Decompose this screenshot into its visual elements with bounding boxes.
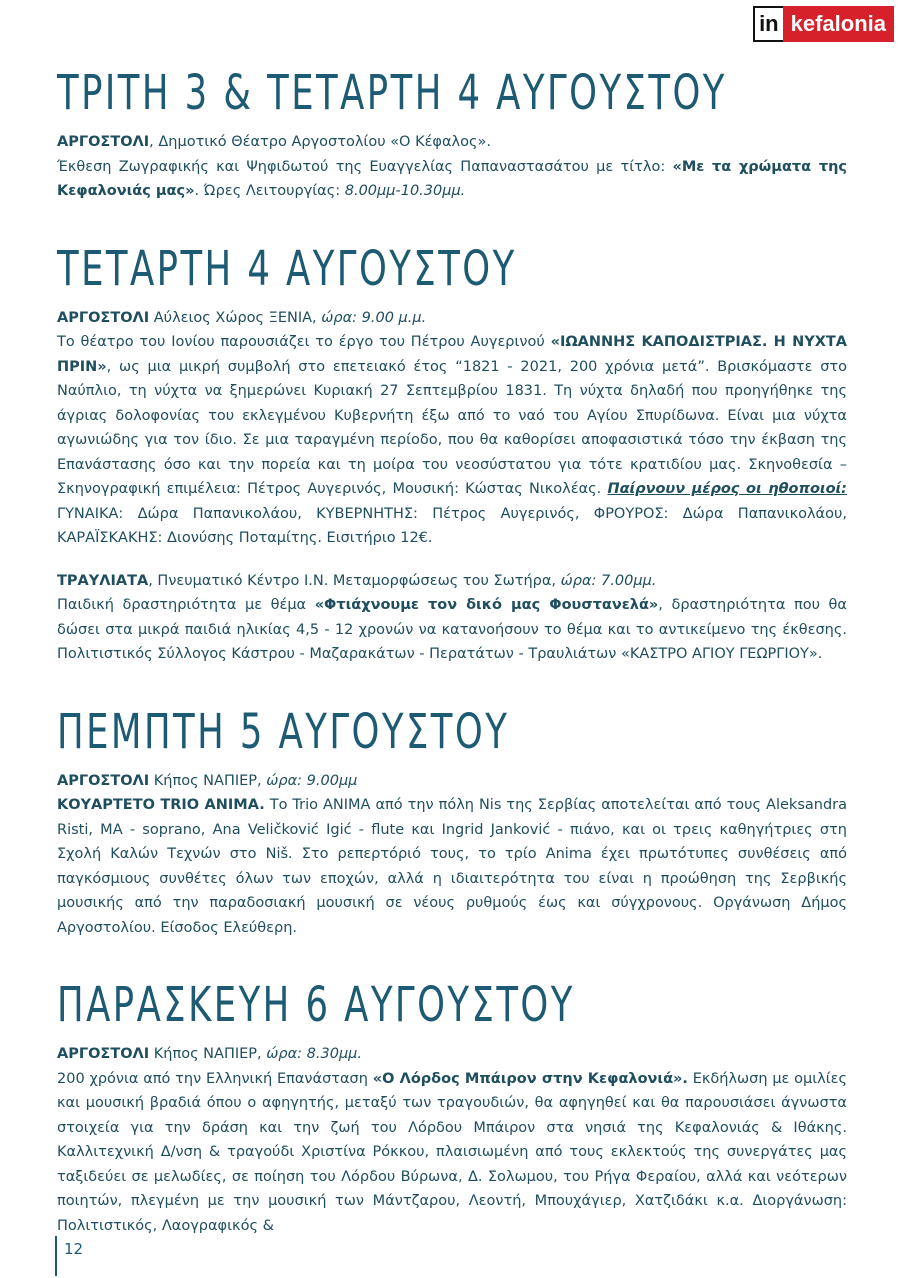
description-text-2: , ως μια μικρή συμβολή στο επετειακό έτος “1821 - 2021, 200 χρόνια μετά”. Βρισκόμαστε στο Ναύπλιο, τη νύχτα να ξημερώνει Κυριακή 27 Σεπτεμβρίου 1831. Τη νύχτα δηλαδή που προηγήθηκε της άγριας δολοφονίας του εκλεγμένου Κυβερνήτη έξω από το ναό του Αγίου Σπυρίδωνα. Είναι μια νύχτα αγωνιώδης για τον ίδιο. Σε μια ταραγμένη περίοδο, που θα καθορίσει αποφασιστικά τόσο την έκβαση της Επανάστασης όσο και την πορεία και τη μοίρα του νεοσύστατου για τότε κρατιδίου μας. Σκηνοθεσία – Σκηνογραφική επιμέλεια: Πέτρος Αυγερινός, Μουσική: Κώστας Νικολέας. [57,358,847,497]
event-title: «Με τα χρώματα της Κεφαλονιάς μας» [57,158,847,199]
spacer [57,667,847,697]
event-time: ώρα: 9.00 μ.μ. [321,309,427,326]
page-content [57,58,847,1238]
page-number-bar [55,1236,57,1276]
place-name: ΑΡΓΟΣΤΟΛΙ [57,772,150,789]
place-name: ΑΡΓΟΣΤΟΛΙ [57,309,150,326]
place-name: ΑΡΓΟΣΤΟΛΙ [57,134,150,150]
event-time: ώρα: 8.30μμ. [266,1046,363,1062]
event-description-exhibition [57,155,847,204]
logo-brand: kefalonia [783,6,894,42]
event-title: «Ο Λόρδος Μπάιρον στην Κεφαλονιά». [372,1070,688,1087]
venue-text: Κήπος ΝΑΠΙΕΡ, [149,772,267,789]
description-text: 200 χρόνια από την Ελληνική Επανάσταση [57,1070,373,1087]
section-heading-friday: ΠΑΡΑΣΚΕΥΗ 6 ΑΥΓΟΥΣΤΟΥ [57,977,575,1033]
description-text-2: . Ώρες Λειτουργίας: [194,183,345,199]
event-description-children [57,593,847,667]
spacer [57,204,847,234]
site-logo [753,6,894,42]
description-text: Έκθεση Ζωγραφικής και Ψηφιδωτού της Ευαγγελίας Παπαναστασάτου με τίτλο: [57,158,673,175]
event-title: «ΙΩΑΝΝΗΣ ΚΑΠΟΔΙΣΤΡΙΑΣ. Η ΝΥΧΤΑ ΠΡΙΝ» [57,334,847,375]
event-location-argostoli-theatre [57,130,847,155]
cast-list: ΓΥΝΑΙΚΑ: Δώρα Παπανικολάου, ΚΥΒΕΡΝΗΤΗΣ: Πέτρος Αυγερινός, ΦΡΟΥΡΟΣ: Δώρα Παπανικολάου, ΚΑΡΑΪΣΚΑΚΗΣ: Διονύσης Ποταμίτης. Εισιτήριο 12€. [57,505,847,546]
event-title: ΚΟΥΑΡΤΕΤΟ TRIO ANIMA. [57,797,265,813]
event-time: ώρα: 9.00μμ [266,772,358,789]
description-text-2: Εκδήλωση με ομιλίες και μουσική βραδιά όπου ο αφηγητής, μεταξύ των τραγουδιών, θα αφηγηθεί και θα παρουσιάσει άγνωστα στοιχεία για την δράση και την ζωή του Λόρδου Μπάιρον στα νησιά της Κεφαλονιάς & Ιθάκης. Καλλιτεχνική Δ/νση & τραγούδι Χριστίνα Ρόκκου, πλαισιωμένη από τους εκλεκτούς της συνεργάτες μας ταξιδεύει σε μελωδίες, σε ποίηση του Λόρδου Βύρωνα, Δ. Σολωμου, του Ρήγα Φεραίου, αλλά και νεότερων ποιητών, πλεγμένη με την μουσική των Μάντζαρου, Λεοντή, Μπουχάγιερ, Χατζιδάκι κ.α. Διοργάνωση: Πολιτιστικός, Λαογραφικός & [57,1070,848,1234]
venue-text: Κήπος ΝΑΠΙΕΡ, [149,1046,267,1062]
venue-text: , Δημοτικό Θέατρο Αργοστολίου «Ο Κέφαλος». [149,134,491,150]
section-heading-tuesday-wednesday: ΤΡΙΤΗ 3 & ΤΕΤΑΡΤΗ 4 ΑΥΓΟΥΣΤΟΥ [57,65,727,121]
venue-text: Αύλειος Χώρος ΞΕΝΙΑ, [149,309,322,326]
event-description-concert [57,793,847,940]
section-heading-wednesday: ΤΕΤΑΡΤΗ 4 ΑΥΓΟΥΣΤΟΥ [57,240,517,297]
event-description-theatre [57,330,847,551]
description-text: Το θέατρο του Ιονίου παρουσιάζει το έργο του Πέτρου Αυγερινού [57,334,551,350]
description-text: Παιδική δραστηριότητα με θέμα [57,597,315,613]
description-text: Το Trio ANIMA από την πόλη Nis της Σερβίας αποτελείται από τους Aleksandra Risti, MA - soprano, Ana Veličković Igić - flute και Ingrid Janković - πιάνο, και οι τρεις καθηγήτριες στη Σχολή Καλών Τεχνών στο Niš. Στο ρεπερτόριό τους, το τρίο Anima έχει πρωτότυπες συνθέσεις από παγκόσμιους συνθέτες όλων των εποχών, αλλά η ιδιαιτερότητα του είναι η προώθηση της Σερβικής μουσικής από την παραδοσιακή μουσική σε νέους ρυθμούς έως και σύγχρονους. Οργάνωση Δήμος Αργοστολίου. Είσοδος Ελεύθερη. [57,797,847,936]
place-name: ΤΡΑΥΛΙΑΤΑ [57,572,149,589]
event-description-byron [57,1067,847,1239]
event-time: ώρα: 7.00μμ. [560,572,657,589]
place-name: ΑΡΓΟΣΤΟΛΙ [57,1046,150,1062]
page-number: 12 [64,1240,84,1258]
cast-label: Παίρνουν μέρος οι ηθοποιοί: [607,481,847,497]
event-location-travliata [57,569,847,594]
event-location-napier [57,769,847,794]
spacer [57,940,847,970]
section-heading-thursday: ΠΕΜΠΤΗ 5 ΑΥΓΟΥΣΤΟΥ [57,703,510,760]
event-location-napier-friday [57,1042,847,1067]
event-location-xenia [57,306,847,331]
event-title: «Φτιάχνουμε τον δικό μας Φουστανελά» [314,597,659,613]
opening-hours: 8.00μμ-10.30μμ. [344,183,466,199]
venue-text: , Πνευματικό Κέντρο Ι.Ν. Μεταμορφώσεως του Σωτήρα, [148,572,561,589]
description-text-2: , δραστηριότητα που θα δώσει στα μικρά παιδιά ηλικίας 4,5 - 12 χρονών να κατανοήσουν το θέμα και το αντικείμενο της έκθεσης. Πολιτιστικός Σύλλογος Κάστρου - Μαζαρακάτων - Περατάτων - Τραυλιάτων «ΚΑΣΤΡΟ ΑΓΙΟΥ ΓΕΩΡΓΙΟΥ». [57,597,847,662]
logo-in: in [753,6,783,42]
spacer [57,551,847,569]
